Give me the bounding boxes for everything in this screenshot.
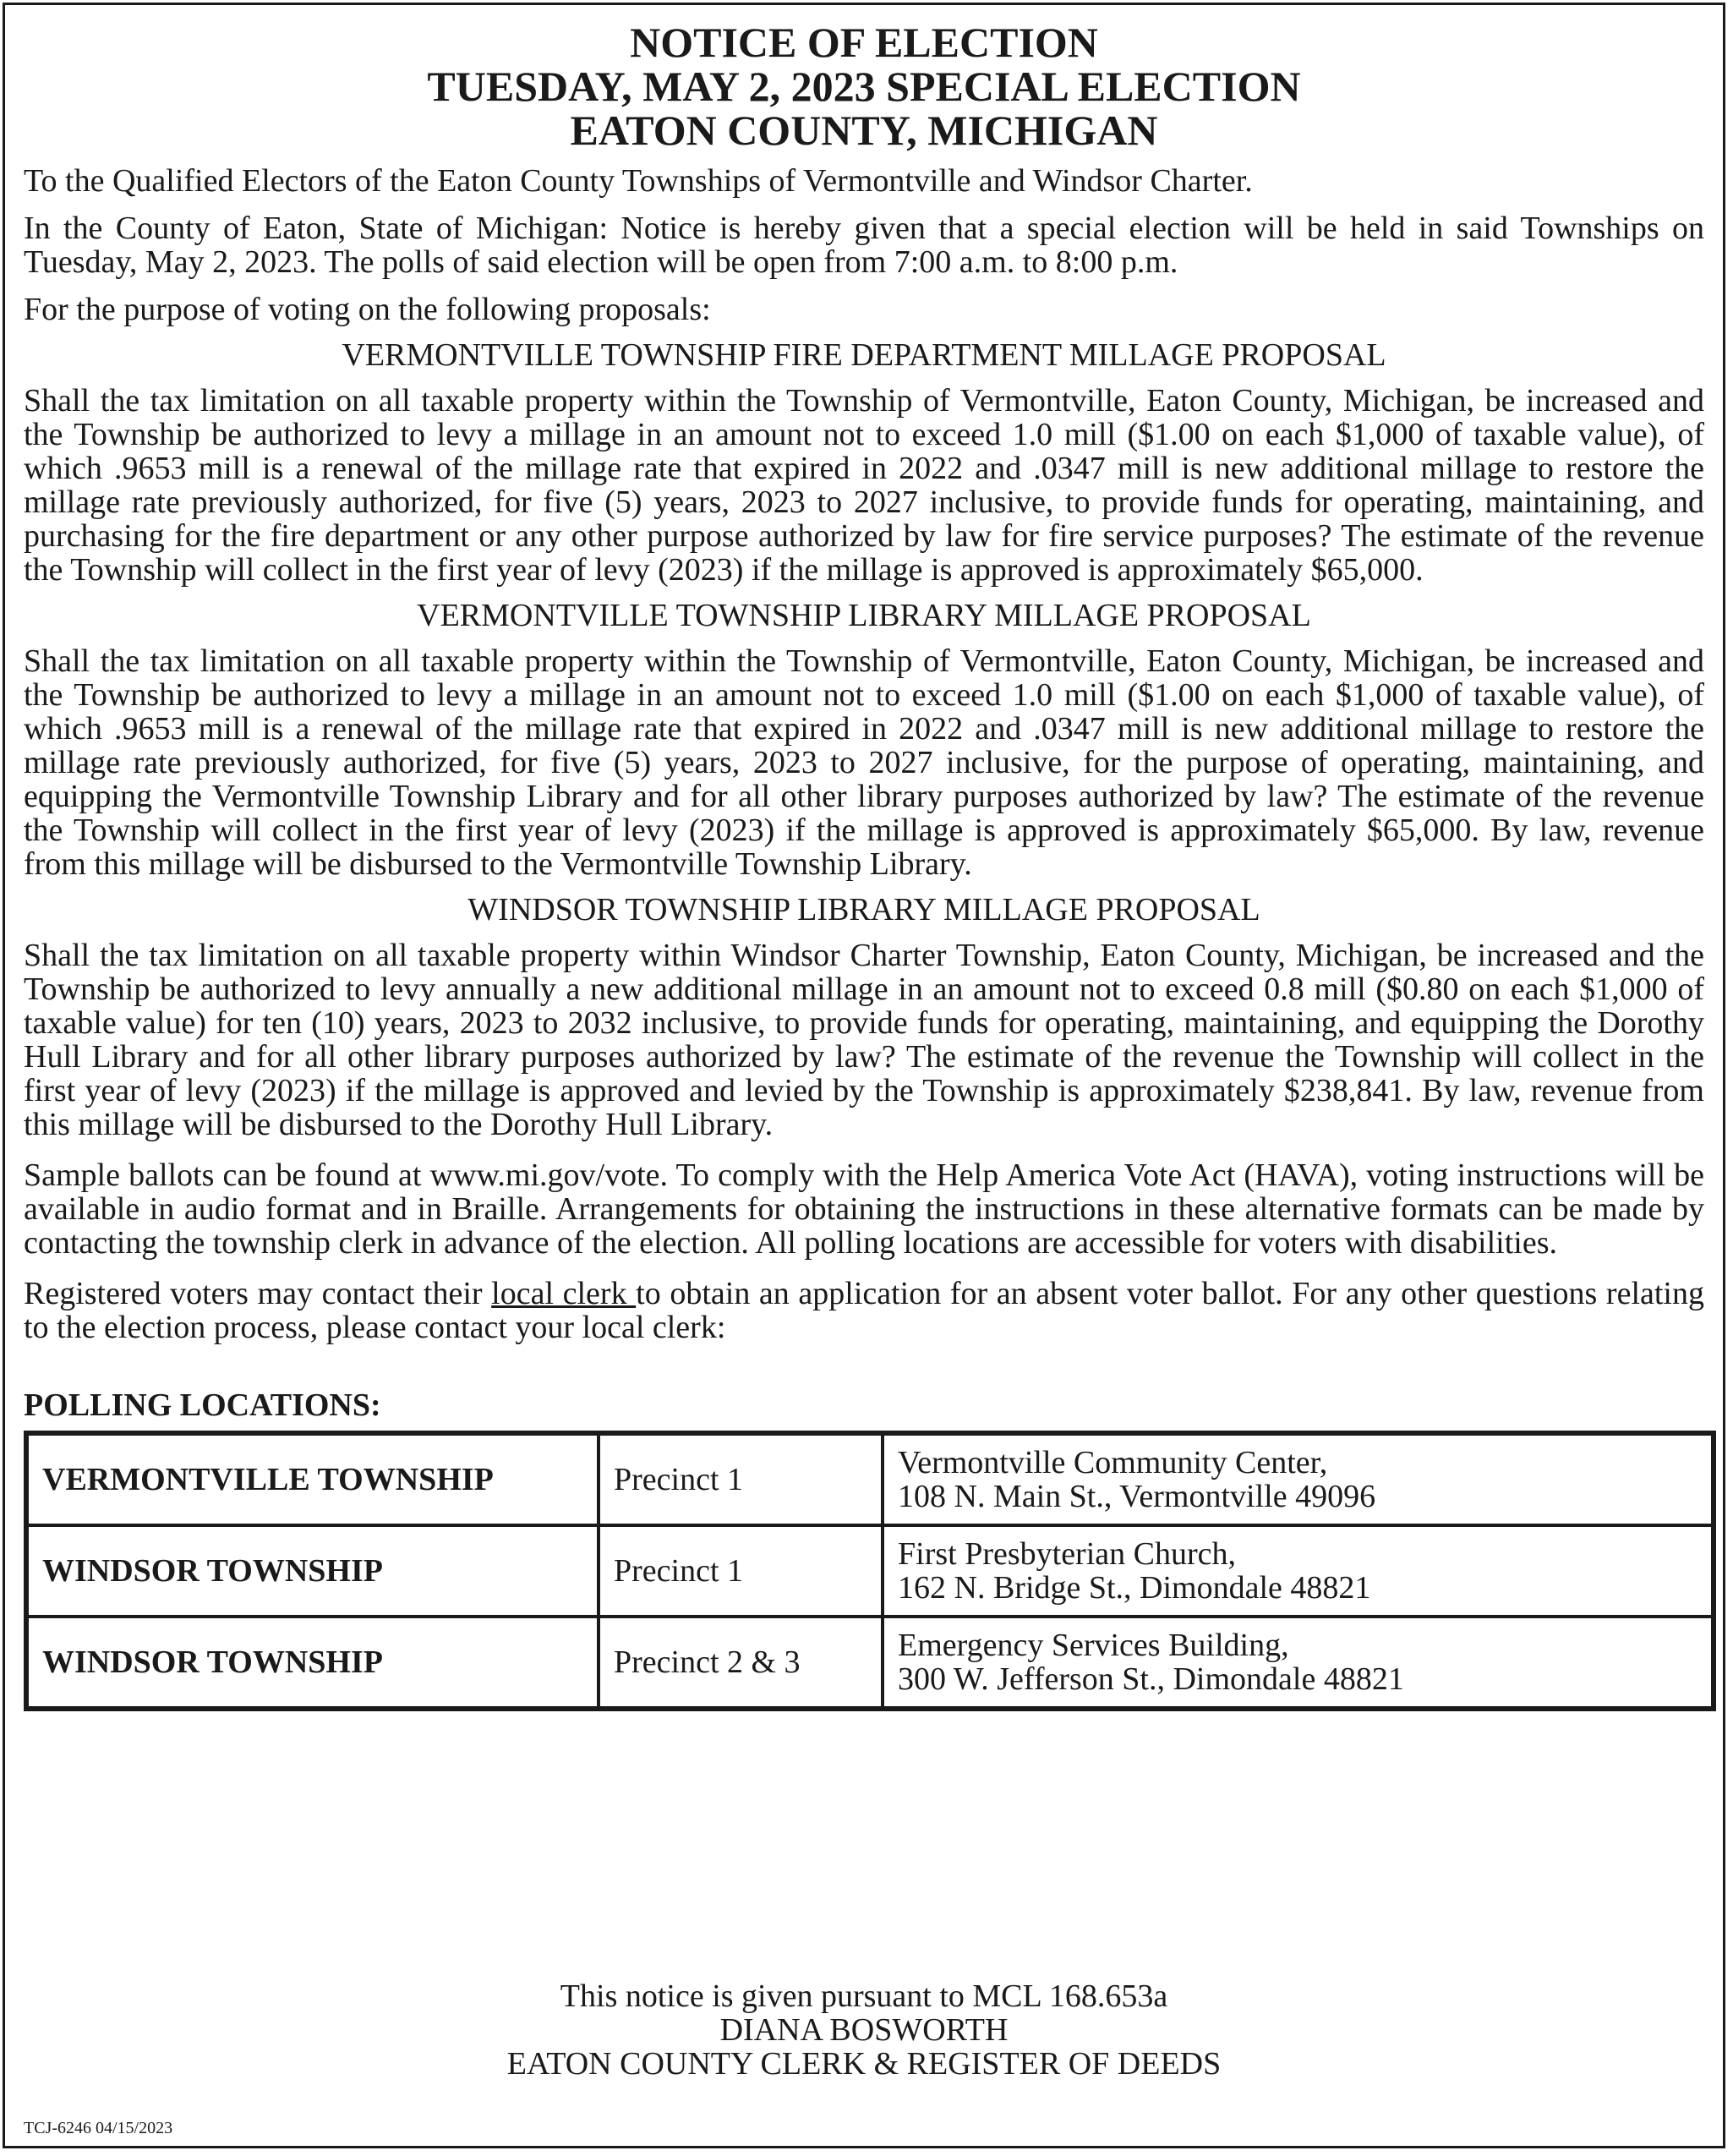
polling-locations-table <box>24 1431 1716 1711</box>
proposal-title-windsor-library: WINDSOR TOWNSHIP LIBRARY MILLAGE PROPOSAL <box>467 892 1260 928</box>
location-cell <box>883 1617 1713 1708</box>
registered-text-before: Registered voters may contact their <box>24 1276 492 1311</box>
precinct-cell: Precinct 2 & 3 <box>599 1617 883 1708</box>
location-cell <box>883 1525 1713 1617</box>
county-title: EATON COUNTY, MICHIGAN <box>570 107 1158 154</box>
registered-voters-paragraph <box>24 1277 1704 1344</box>
notice-title: NOTICE OF ELECTION <box>630 19 1098 66</box>
township-cell: WINDSOR TOWNSHIP <box>27 1525 599 1617</box>
local-clerk-link[interactable]: local clerk <box>491 1276 637 1311</box>
proposal-body-vermontville-library: Shall the tax limitation on all taxable property within the Township of Vermontville, Eaton County, Michigan, be increased and the Township be authorized to levy a millage in an amount not to exceed 1.0 mill ($1.00 on each $1,000 of taxable value), of which .9653 mill is a renewal of the millage rate that expired in 2022 and .0347 mill is new additional millage to restore the millage rate previously authorized, for five (5) years, 2023 to 2027 inclusive, for the purpose of operating, maintaining, and equipping the Vermontville Township Library and for all other library purposes authorized by law? The estimate of the revenue the Township will collect in the first year of levy (2023) if the millage is approved is approximately $65,000. By law, revenue from this millage will be disbursed to the Vermontville Township Library. <box>24 643 1704 882</box>
table-row <box>27 1434 1713 1525</box>
township-cell: VERMONTVILLE TOWNSHIP <box>27 1434 599 1525</box>
sample-ballots-paragraph: Sample ballots can be found at www.mi.gov/vote. To comply with the Help America Vote Act (HAVA), voting instructions will be available in audio format and in Braille. Arrangements for obtaining the instructions in these alternative formats can be made by contacting the township clerk in advance of the election. All polling locations are accessible for voters with disabilities. <box>24 1157 1704 1261</box>
location-name: Emergency Services Building, <box>898 1628 1289 1663</box>
election-notice-paragraph: In the County of Eaton, State of Michigan: Notice is hereby given that a special election will be held in said Townships on Tuesday, May 2, 2023. The polls of said election will be open from 7:00 a.m. to 8:00 p.m. <box>24 211 1704 280</box>
registered-text-after: to obtain an application for an absent voter ballot. For any other questions relating to the election process, please contact your local clerk: <box>24 1276 1704 1345</box>
publication-code: TCJ-6246 04/15/2023 <box>24 2119 173 2137</box>
notice-footer <box>5 1979 1723 2081</box>
proposal-body-windsor-library: Shall the tax limitation on all taxable property within Windsor Charter Township, Eaton County, Michigan, be increased and the Township be authorized to levy annually a new additional millage in an amount not to exceed 0.8 mill ($0.80 on each $1,000 of taxable value) for ten (10) years, 2023 to 2032 inclusive, to provide funds for operating, maintaining, and equipping the Dorothy Hull Library and for all other library purposes authorized by law? The estimate of the revenue the Township will collect in the first year of levy (2023) if the millage is approved and levied by the Township is approximately $238,841. By law, revenue from this millage will be disbursed to the Dorothy Hull Library. <box>24 938 1704 1142</box>
location-address: 300 W. Jefferson St., Dimondale 48821 <box>898 1661 1404 1697</box>
township-cell: WINDSOR TOWNSHIP <box>27 1617 599 1708</box>
location-address: 162 N. Bridge St., Dimondale 48821 <box>898 1570 1371 1606</box>
proposal-title-fire: VERMONTVILLE TOWNSHIP FIRE DEPARTMENT MILLAGE PROPOSAL <box>342 337 1386 373</box>
location-address: 108 N. Main St., Vermontville 49096 <box>898 1479 1376 1514</box>
election-date-title: TUESDAY, MAY 2, 2023 SPECIAL ELECTION <box>427 63 1301 110</box>
polling-locations-heading: POLLING LOCATIONS: <box>24 1387 381 1423</box>
proposal-title-vermontville-library: VERMONTVILLE TOWNSHIP LIBRARY MILLAGE PROPOSAL <box>417 598 1311 633</box>
election-notice <box>3 3 1725 2148</box>
purpose-paragraph: For the purpose of voting on the following proposals: <box>24 292 711 327</box>
location-name: Vermontville Community Center, <box>898 1445 1328 1480</box>
location-cell <box>883 1434 1713 1525</box>
notice-content <box>24 20 1704 1711</box>
location-name: First Presbyterian Church, <box>898 1536 1237 1572</box>
clerk-title: EATON COUNTY CLERK & REGISTER OF DEEDS <box>506 2046 1222 2082</box>
table-row <box>27 1617 1713 1708</box>
proposal-body-fire: Shall the tax limitation on all taxable property within the Township of Vermontville, Eaton County, Michigan, be increased and the Township be authorized to levy a millage in an amount not to exceed 1.0 mill ($1.00 on each $1,000 of taxable value), of which .9653 mill is a renewal of the millage rate that expired in 2022 and .0347 mill is new additional millage to restore the millage rate previously authorized, for five (5) years, 2023 to 2027 inclusive, to provide funds for operating, maintaining, and purchasing for the fire department or any other purpose authorized by law for fire service purposes? The estimate of the revenue the Township will collect in the first year of levy (2023) if the millage is approved is approximately $65,000. <box>24 383 1704 588</box>
precinct-cell: Precinct 1 <box>599 1434 883 1525</box>
clerk-name: DIANA BOSWORTH <box>719 2012 1009 2048</box>
table-row <box>27 1525 1713 1617</box>
mcl-citation: This notice is given pursuant to MCL 168.653a <box>560 1978 1168 2014</box>
precinct-cell: Precinct 1 <box>599 1525 883 1617</box>
electors-address: To the Qualified Electors of the Eaton County Townships of Vermontville and Windsor Charter. <box>24 163 1253 199</box>
